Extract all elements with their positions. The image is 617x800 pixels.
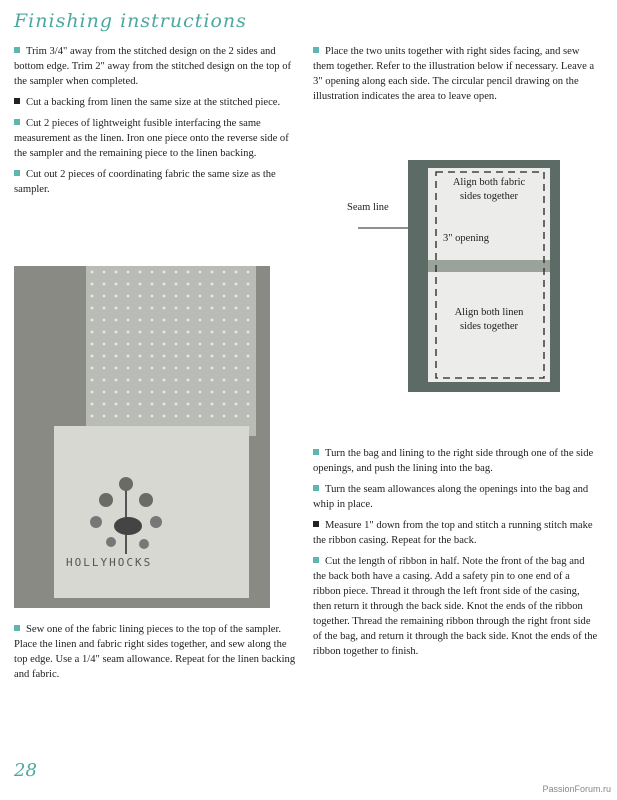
arrow-icon xyxy=(358,222,414,234)
watermark: PassionForum.ru xyxy=(542,784,611,794)
seam-line-label: Seam line xyxy=(347,202,389,213)
left-top-column xyxy=(14,44,299,203)
fabric-lining xyxy=(86,266,256,436)
opening-label: 3" opening xyxy=(443,233,489,244)
instruction-step: Cut the length of ribbon in half. Note the front of the bag and the back both have a casing. Add a safety pin to one end of a ribbon piece. Thread it through the left front side of the casing, then return it through the back side. Knot the ends of the ribbon together. Thread the remaining ribbon through the right front side of the bag, and return it through the back side. Knot the ends of the ribbon together to finish. xyxy=(313,556,598,657)
sampler-text: HOLLYHOCKS xyxy=(66,556,153,569)
instruction-step: Measure 1" down from the top and stitch a running stitch make the ribbon casing. Repeat for the back. xyxy=(313,520,593,546)
linen-align-label: Align both linen sides together xyxy=(454,307,524,332)
instruction-step: Trim 3/4" away from the stitched design on the 2 sides and bottom edge. Trim 2" away from the stitched design on the top of the sampler when completed. xyxy=(14,46,292,87)
instruction-step: Sew one of the fabric lining pieces to the top of the sampler. Place the linen and fabric right sides together, and sew along the top edge. Use a 1/4" seam allowance. Repeat for the linen backing and fabric. xyxy=(14,624,296,680)
square-bullet-icon xyxy=(313,449,319,455)
page-number: 28 xyxy=(14,760,37,781)
square-bullet-icon xyxy=(14,170,20,176)
left-bottom-column xyxy=(14,622,299,688)
right-bottom-column xyxy=(313,446,598,665)
instruction-step: Cut a backing from linen the same size at the stitched piece. xyxy=(14,95,299,110)
fabric-align-label: Align both fabric sides together xyxy=(452,177,526,202)
square-bullet-icon xyxy=(313,521,319,527)
instruction-step: Cut 2 pieces of lightweight fusible interfacing the same measurement as the linen. Iron one piece onto the reverse side of the sampler and the remaining piece to the linen backing. xyxy=(14,118,289,159)
right-top-column xyxy=(313,44,598,110)
square-bullet-icon xyxy=(313,557,319,563)
square-bullet-icon xyxy=(14,625,20,631)
instruction-step: Turn the bag and lining to the right side through one of the side openings, and push the lining into the bag. xyxy=(313,448,594,474)
instruction-step: Place the two units together with right sides facing, and sew them together. Refer to the illustration below if necessary. Leave a 3" opening along each side. The circular pencil drawing on the illustration indicates the area to leave open. xyxy=(313,46,595,102)
page-title: Finishing instructions xyxy=(14,10,247,32)
square-bullet-icon xyxy=(14,119,20,125)
square-bullet-icon xyxy=(14,47,20,53)
square-bullet-icon xyxy=(313,485,319,491)
square-bullet-icon xyxy=(313,47,319,53)
square-bullet-icon xyxy=(14,98,20,104)
diagram-photo xyxy=(408,160,560,392)
instruction-step: Cut out 2 pieces of coordinating fabric the same size as the sampler. xyxy=(14,169,276,195)
sampler-photo xyxy=(14,266,270,608)
instruction-step: Turn the seam allowances along the openings into the bag and whip in place. xyxy=(313,484,589,510)
